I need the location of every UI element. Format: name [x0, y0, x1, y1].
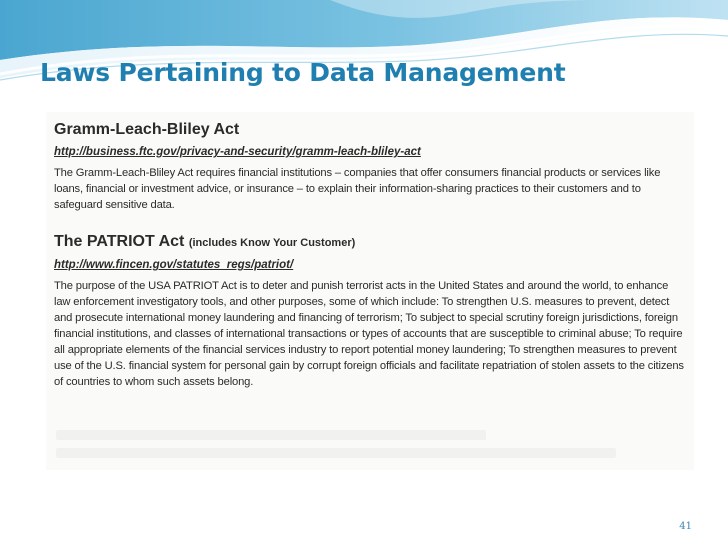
glba-heading	[54, 120, 686, 140]
scanned-document	[46, 112, 694, 470]
glba-link[interactable]: http://business.ftc.gov/privacy-and-security/gramm-leach-bliley-act	[54, 146, 421, 158]
bleed-through-texture	[56, 448, 616, 458]
glba-description: The Gramm-Leach-Bliley Act requires financial institutions – companies that offer consumers financial products or services like loans, financial or investment advice, or insurance – to explain their information-sharing practices to their customers and to safeguard sensitive data.	[54, 167, 661, 211]
section-gap	[54, 213, 686, 232]
bleed-through-texture	[56, 430, 486, 440]
document-content	[54, 120, 686, 390]
glba-title: Gramm-Leach-Bliley Act	[54, 121, 240, 138]
slide-title: Laws Pertaining to Data Management	[40, 58, 566, 87]
page-number: 41	[679, 521, 692, 532]
patriot-link[interactable]: http://www.fincen.gov/statutes_regs/patriot/	[54, 259, 294, 271]
patriot-description: The purpose of the USA PATRIOT Act is to deter and punish terrorist acts in the United States and around the world, to enhance law enforcement investigatory tools, and other purposes, some of which include: To strengthen U.S. measures to prevent, detect and prosecute international money laundering and financing of terrorism; To subject to special scrutiny foreign jurisdictions, foreign financial institutions, and classes of international transactions or types of accounts that are susceptible to criminal abuse; To require all appropriate elements of the financial services industry to report potential money laundering; To strengthen measures to prevent use of the U.S. financial system for personal gain by corrupt foreign officials and facilitate repatriation of stolen assets to the citizens of countries to whom such assets belong.	[54, 280, 684, 388]
patriot-note: (includes Know Your Customer)	[188, 237, 356, 249]
patriot-title: The PATRIOT Act	[54, 233, 185, 250]
patriot-heading	[54, 232, 686, 253]
